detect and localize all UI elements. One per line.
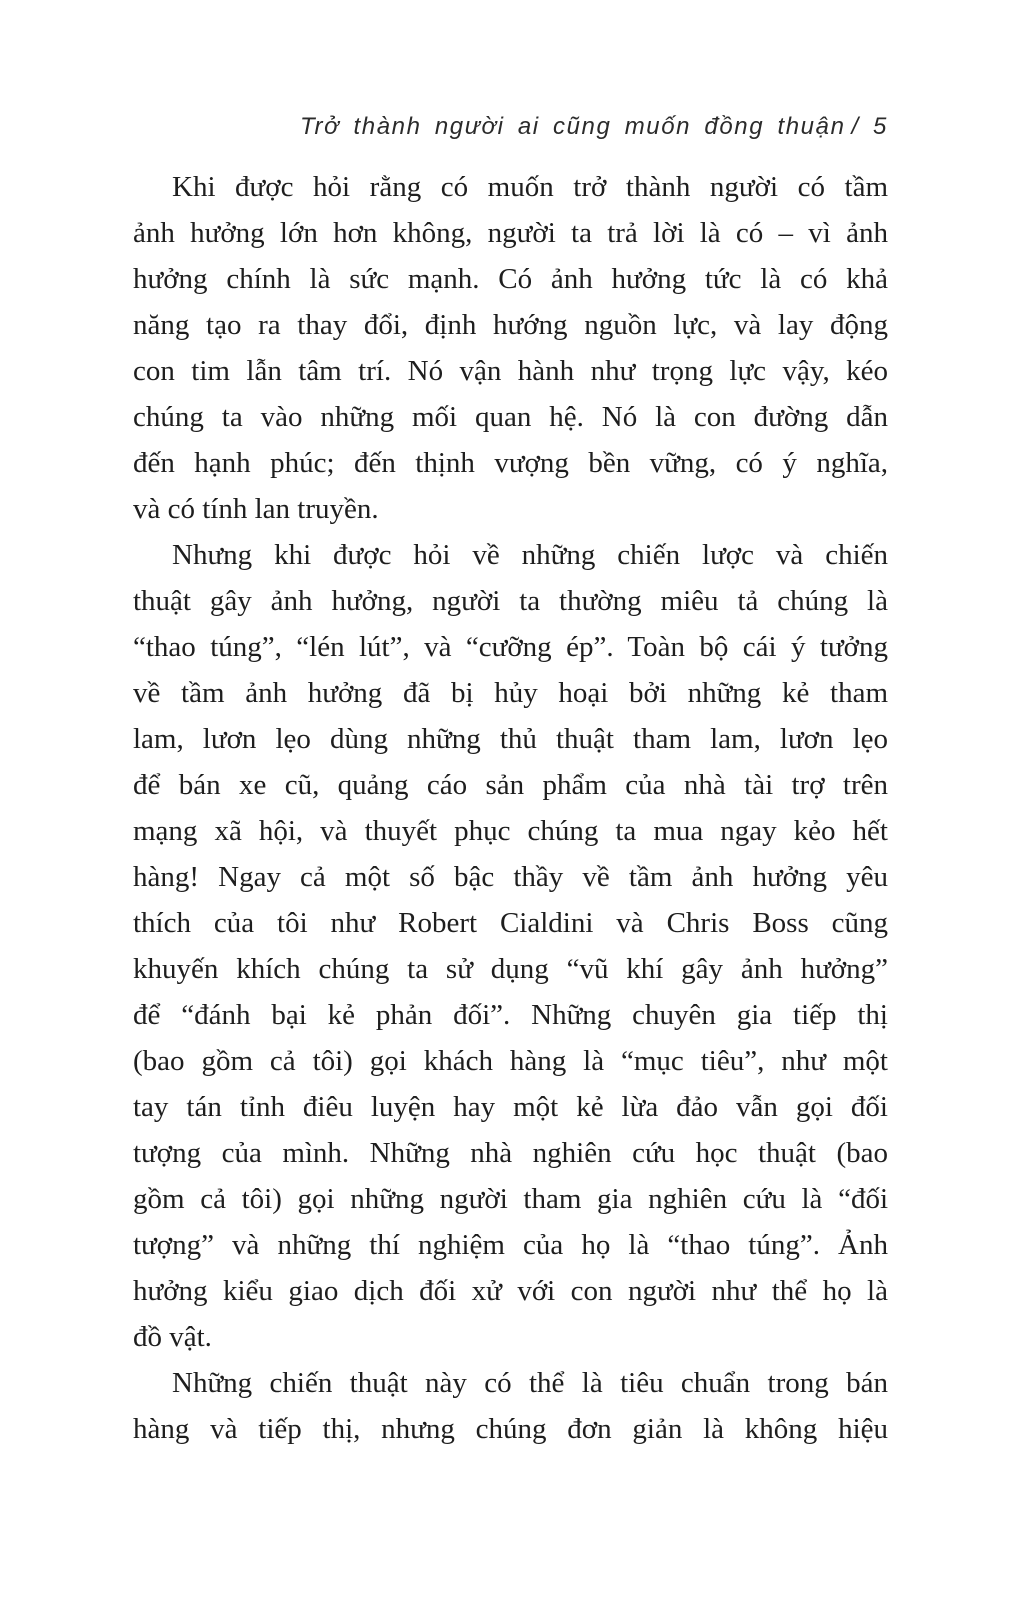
text-line: về tầm ảnh hưởng đã bị hủy hoại bởi những kẻ tham bbox=[133, 677, 888, 709]
text-line: đến hạnh phúc; đến thịnh vượng bền vững, có ý nghĩa, bbox=[133, 447, 888, 479]
text-line: để bán xe cũ, quảng cáo sản phẩm của nhà tài trợ trên bbox=[133, 769, 888, 801]
text-line: hàng và tiếp thị, nhưng chúng đơn giản là không hiệu bbox=[133, 1413, 888, 1445]
text-line: (bao gồm cả tôi) gọi khách hàng là “mục tiêu”, như một bbox=[133, 1045, 888, 1077]
text-line: tượng” và những thí nghiệm của họ là “thao túng”. Ảnh bbox=[133, 1229, 888, 1261]
text-line: khuyến khích chúng ta sử dụng “vũ khí gây ảnh hưởng” bbox=[133, 953, 888, 985]
running-header bbox=[133, 82, 888, 172]
text-line: Khi được hỏi rằng có muốn trở thành người có tầm bbox=[172, 171, 888, 203]
text-line: chúng ta vào những mối quan hệ. Nó là con đường dẫn bbox=[133, 401, 888, 433]
text-line: “thao túng”, “lén lút”, và “cưỡng ép”. Toàn bộ cái ý tưởng bbox=[133, 631, 888, 663]
text-line: gồm cả tôi) gọi những người tham gia nghiên cứu là “đối bbox=[133, 1183, 888, 1215]
text-line: thích của tôi như Robert Cialdini và Chris Boss cũng bbox=[133, 907, 888, 939]
text-line: tay tán tỉnh điêu luyện hay một kẻ lừa đảo vẫn gọi đối bbox=[133, 1091, 888, 1123]
text-line: tượng của mình. Những nhà nghiên cứu học thuật (bao bbox=[133, 1137, 888, 1169]
text-line: lam, lươn lẹo dùng những thủ thuật tham lam, lươn lẹo bbox=[133, 723, 888, 755]
text-line: hưởng chính là sức mạnh. Có ảnh hưởng tức là có khả bbox=[133, 263, 888, 295]
text-line: Những chiến thuật này có thể là tiêu chuẩn trong bán bbox=[172, 1367, 888, 1399]
text-line: hàng! Ngay cả một số bậc thầy về tầm ảnh hưởng yêu bbox=[133, 861, 888, 893]
page-body bbox=[133, 164, 888, 1452]
text-line: và có tính lan truyền. bbox=[133, 493, 379, 525]
text-line: để “đánh bại kẻ phản đối”. Những chuyên gia tiếp thị bbox=[133, 999, 888, 1031]
text-line: mạng xã hội, và thuyết phục chúng ta mua ngay kẻo hết bbox=[133, 815, 888, 847]
page-number: / 5 bbox=[851, 113, 888, 140]
text-line: con tim lẫn tâm trí. Nó vận hành như trọng lực vậy, kéo bbox=[133, 355, 888, 387]
running-header-title: Trở thành người ai cũng muốn đồng thuận bbox=[300, 113, 846, 140]
text-line: đồ vật. bbox=[133, 1321, 212, 1353]
text-line: Nhưng khi được hỏi về những chiến lược và chiến bbox=[172, 539, 888, 571]
text-line: hưởng kiểu giao dịch đối xử với con người như thể họ là bbox=[133, 1275, 888, 1307]
text-line: ảnh hưởng lớn hơn không, người ta trả lời là có – vì ảnh bbox=[133, 217, 888, 249]
text-line: thuật gây ảnh hưởng, người ta thường miêu tả chúng là bbox=[133, 585, 888, 617]
text-line: năng tạo ra thay đổi, định hướng nguồn lực, và lay động bbox=[133, 309, 888, 341]
